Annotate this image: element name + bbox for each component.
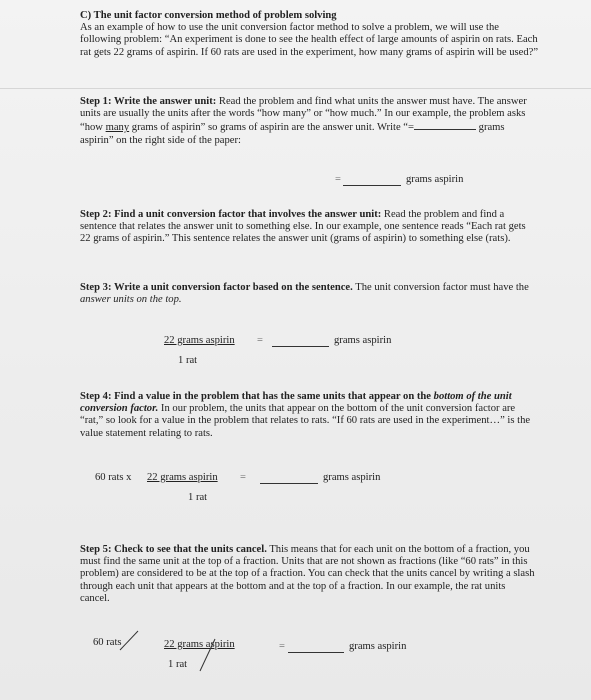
step4-answer-blank [260,483,318,484]
section-title: C) The unit factor conversion method of problem solving [80,10,337,21]
step5-unit: grams aspirin [349,641,407,652]
section-intro: As an example of how to use the unit conversion factor method to solve a problem, we will use the following problem: “An experiment is done to see the health effect of large amounts of aspirin on rats. Each rat gets 22 grams of aspirin. If 60 rats are used in the experiment, how many grams of aspirin will be used?” [80,22,539,58]
step4-label-italic: bottom of the unit conversion factor. [80,391,512,415]
step4-numerator: 22 grams aspirin [147,472,218,483]
step4-paragraph [80,391,535,440]
step3-text-a: The unit conversion factor must have the [352,282,529,293]
step5-cancel-slash-top [118,628,140,654]
step1-text-many: many [105,122,130,134]
step4-prefix: 60 rats x [95,472,132,483]
step1-inline-blank [414,120,476,130]
step4-unit: grams aspirin [323,472,381,483]
step5-cancel-slash-bottom [198,637,218,673]
step5-equals: = [279,641,285,652]
step3-numerator: 22 grams aspirin [164,335,235,346]
step3-equals: = [257,335,263,346]
step2-text: Read the problem and find a sentence that relates the answer unit to something else. In our example, one sentence reads “Each rat gets 22 grams of aspirin.” This sentence relates the answer unit (grams of aspirin) to something else (rats). [80,209,526,245]
step3-answer-blank [272,346,329,347]
step3-text-italic: answer units on the top. [80,294,182,306]
step5-answer-blank [288,652,344,653]
step5-numerator: 22 grams aspirin [164,639,235,650]
step1-paragraph [80,96,535,147]
step4-label: Step 4: Find a value in the problem that has the same units that appear on the [80,391,434,402]
divider [0,88,591,89]
step5-prefix: 60 rats [93,637,122,648]
step1-text-b: grams of aspirin” so grams of aspirin are the answer unit. Write “= [129,122,414,134]
step3-unit: grams aspirin [334,335,392,346]
step1-label: Step 1: Write the answer unit: [80,96,217,107]
step2-label: Step 2: Find a unit conversion factor that involves the answer unit: [80,209,382,220]
step3-label: Step 3: Write a unit conversion factor based on the sentence. [80,282,353,293]
step1-text-a: Read the problem and find what units the answer must have. The answer units are usually the units after the words “how many” or “how much.” In our example, the problem asks “how [80,96,527,134]
step2-paragraph [80,209,535,246]
section-c [80,10,540,59]
step4-text: In our problem, the units that appear on the bottom of the unit conversion factor are “rat,” so look for a value in the problem that relates to rats. “If 60 rats are used in the experiment…” is the value statement relating to rats. [80,403,531,439]
step1-equals: = [335,174,341,185]
step3-paragraph [80,282,535,306]
step5-paragraph [80,544,535,605]
step1-unit: grams aspirin [406,174,464,185]
step3-denominator: 1 rat [178,355,198,366]
step1-answer-blank [343,185,401,186]
step5-denominator: 1 rat [168,659,188,670]
step4-equals: = [240,472,246,483]
step5-text: This means that for each unit on the bottom of a fraction, you must find the same unit at the top of a fraction. Units that are not shown as fractions (like “60 rats” in this problem) are considered to be at the top of a fraction. You can check that the units cancel by writing a slash through each unit that appears at the bottom and at the top of a fraction. In our example, the rat units cancel. [80,544,535,604]
step1-text-c: grams aspirin” on the right side of the paper: [80,122,505,146]
step4-denominator: 1 rat [188,492,208,503]
step5-label: Step 5: Check to see that the units cancel. [80,544,267,555]
